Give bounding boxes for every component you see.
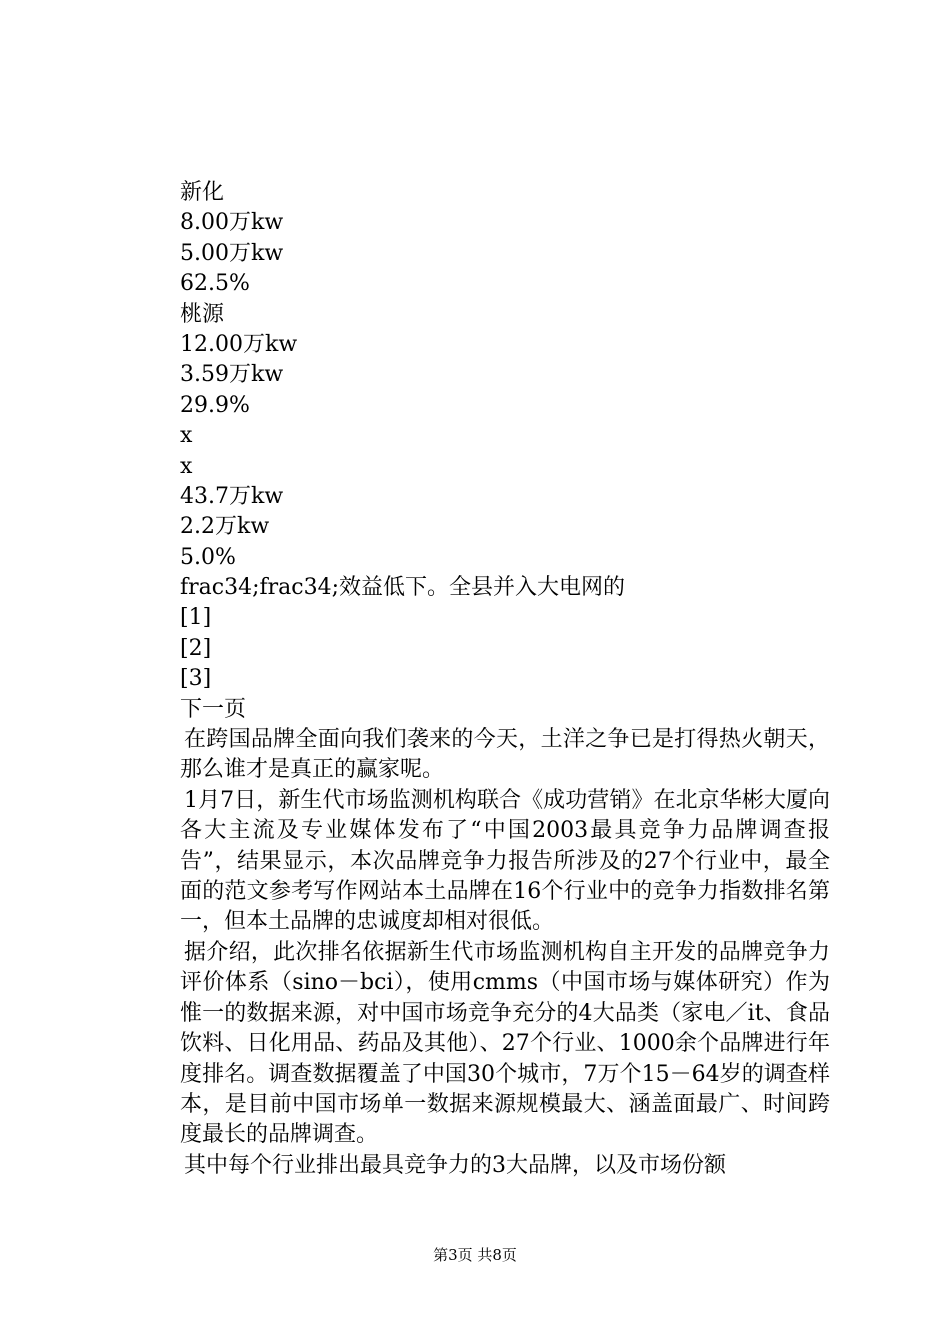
paragraph <box>180 1151 830 1181</box>
paragraph <box>180 786 830 938</box>
text-line: 2.2万kw <box>180 514 270 540</box>
text-line: 62.5% <box>180 271 250 297</box>
text-line: 新化 <box>180 180 225 205</box>
paragraph <box>180 725 830 786</box>
text-line: 29.9% <box>180 392 250 418</box>
text-line: 12.00万kw <box>180 331 298 357</box>
text-line: x <box>180 423 193 449</box>
paragraph <box>180 938 830 1151</box>
text-line: 8.00万kw <box>180 210 284 236</box>
paragraph-text: 在跨国品牌全面向我们袭来的今天，土洋之争已是打得热火朝天，那么谁才是真正的赢家呢。 <box>180 727 830 783</box>
text-line: [3] <box>180 666 212 692</box>
text-line: frac34;frac34;效益低下。全县并入大电网的 <box>180 575 626 601</box>
text-line: x <box>180 453 193 479</box>
text-line: 5.00万kw <box>180 240 284 266</box>
text-line: 43.7万kw <box>180 483 284 509</box>
text-line: 3.59万kw <box>180 362 284 388</box>
text-line: [2] <box>180 635 212 661</box>
text-line: [1] <box>180 605 212 631</box>
document-body <box>180 178 830 1181</box>
paragraph-text: 1月7日，新生代市场监测机构联合《成功营销》在北京华彬大厦向各大主流及专业媒体发布了“中国2003最具竞争力品牌调查报告”，结果显示，本次品牌竞争力报告所涉及的27个行业中，最全面的范文参考写作网站本土品牌在16个行业中的竞争力指数排名第一，但本土品牌的忠诚度却相对很低。 <box>180 787 830 935</box>
text-line: 桃源 <box>180 301 225 327</box>
text-line: 5.0% <box>180 544 236 570</box>
page-footer: 第3页 共8页 <box>433 1246 517 1264</box>
next-page-link[interactable]: 下一页 <box>180 696 247 722</box>
paragraph-text: 据介绍，此次排名依据新生代市场监测机构自主开发的品牌竞争力评价体系（sino－bci），使用cmms（中国市场与媒体研究）作为惟一的数据来源，对中国市场竞争充分的4大品类（家电／it、食品饮料、日化用品、药品及其他）、27个行业、1000余个品牌进行年度排名。调查数据覆盖了中国30个城市，7万个15－64岁的调查样本，是目前中国市场单一数据来源规模最大、涵盖面最广、时间跨度最长的品牌调查。 <box>180 939 830 1148</box>
paragraph-text: 其中每个行业排出最具竞争力的3大品牌，以及市场份额 <box>184 1152 726 1178</box>
